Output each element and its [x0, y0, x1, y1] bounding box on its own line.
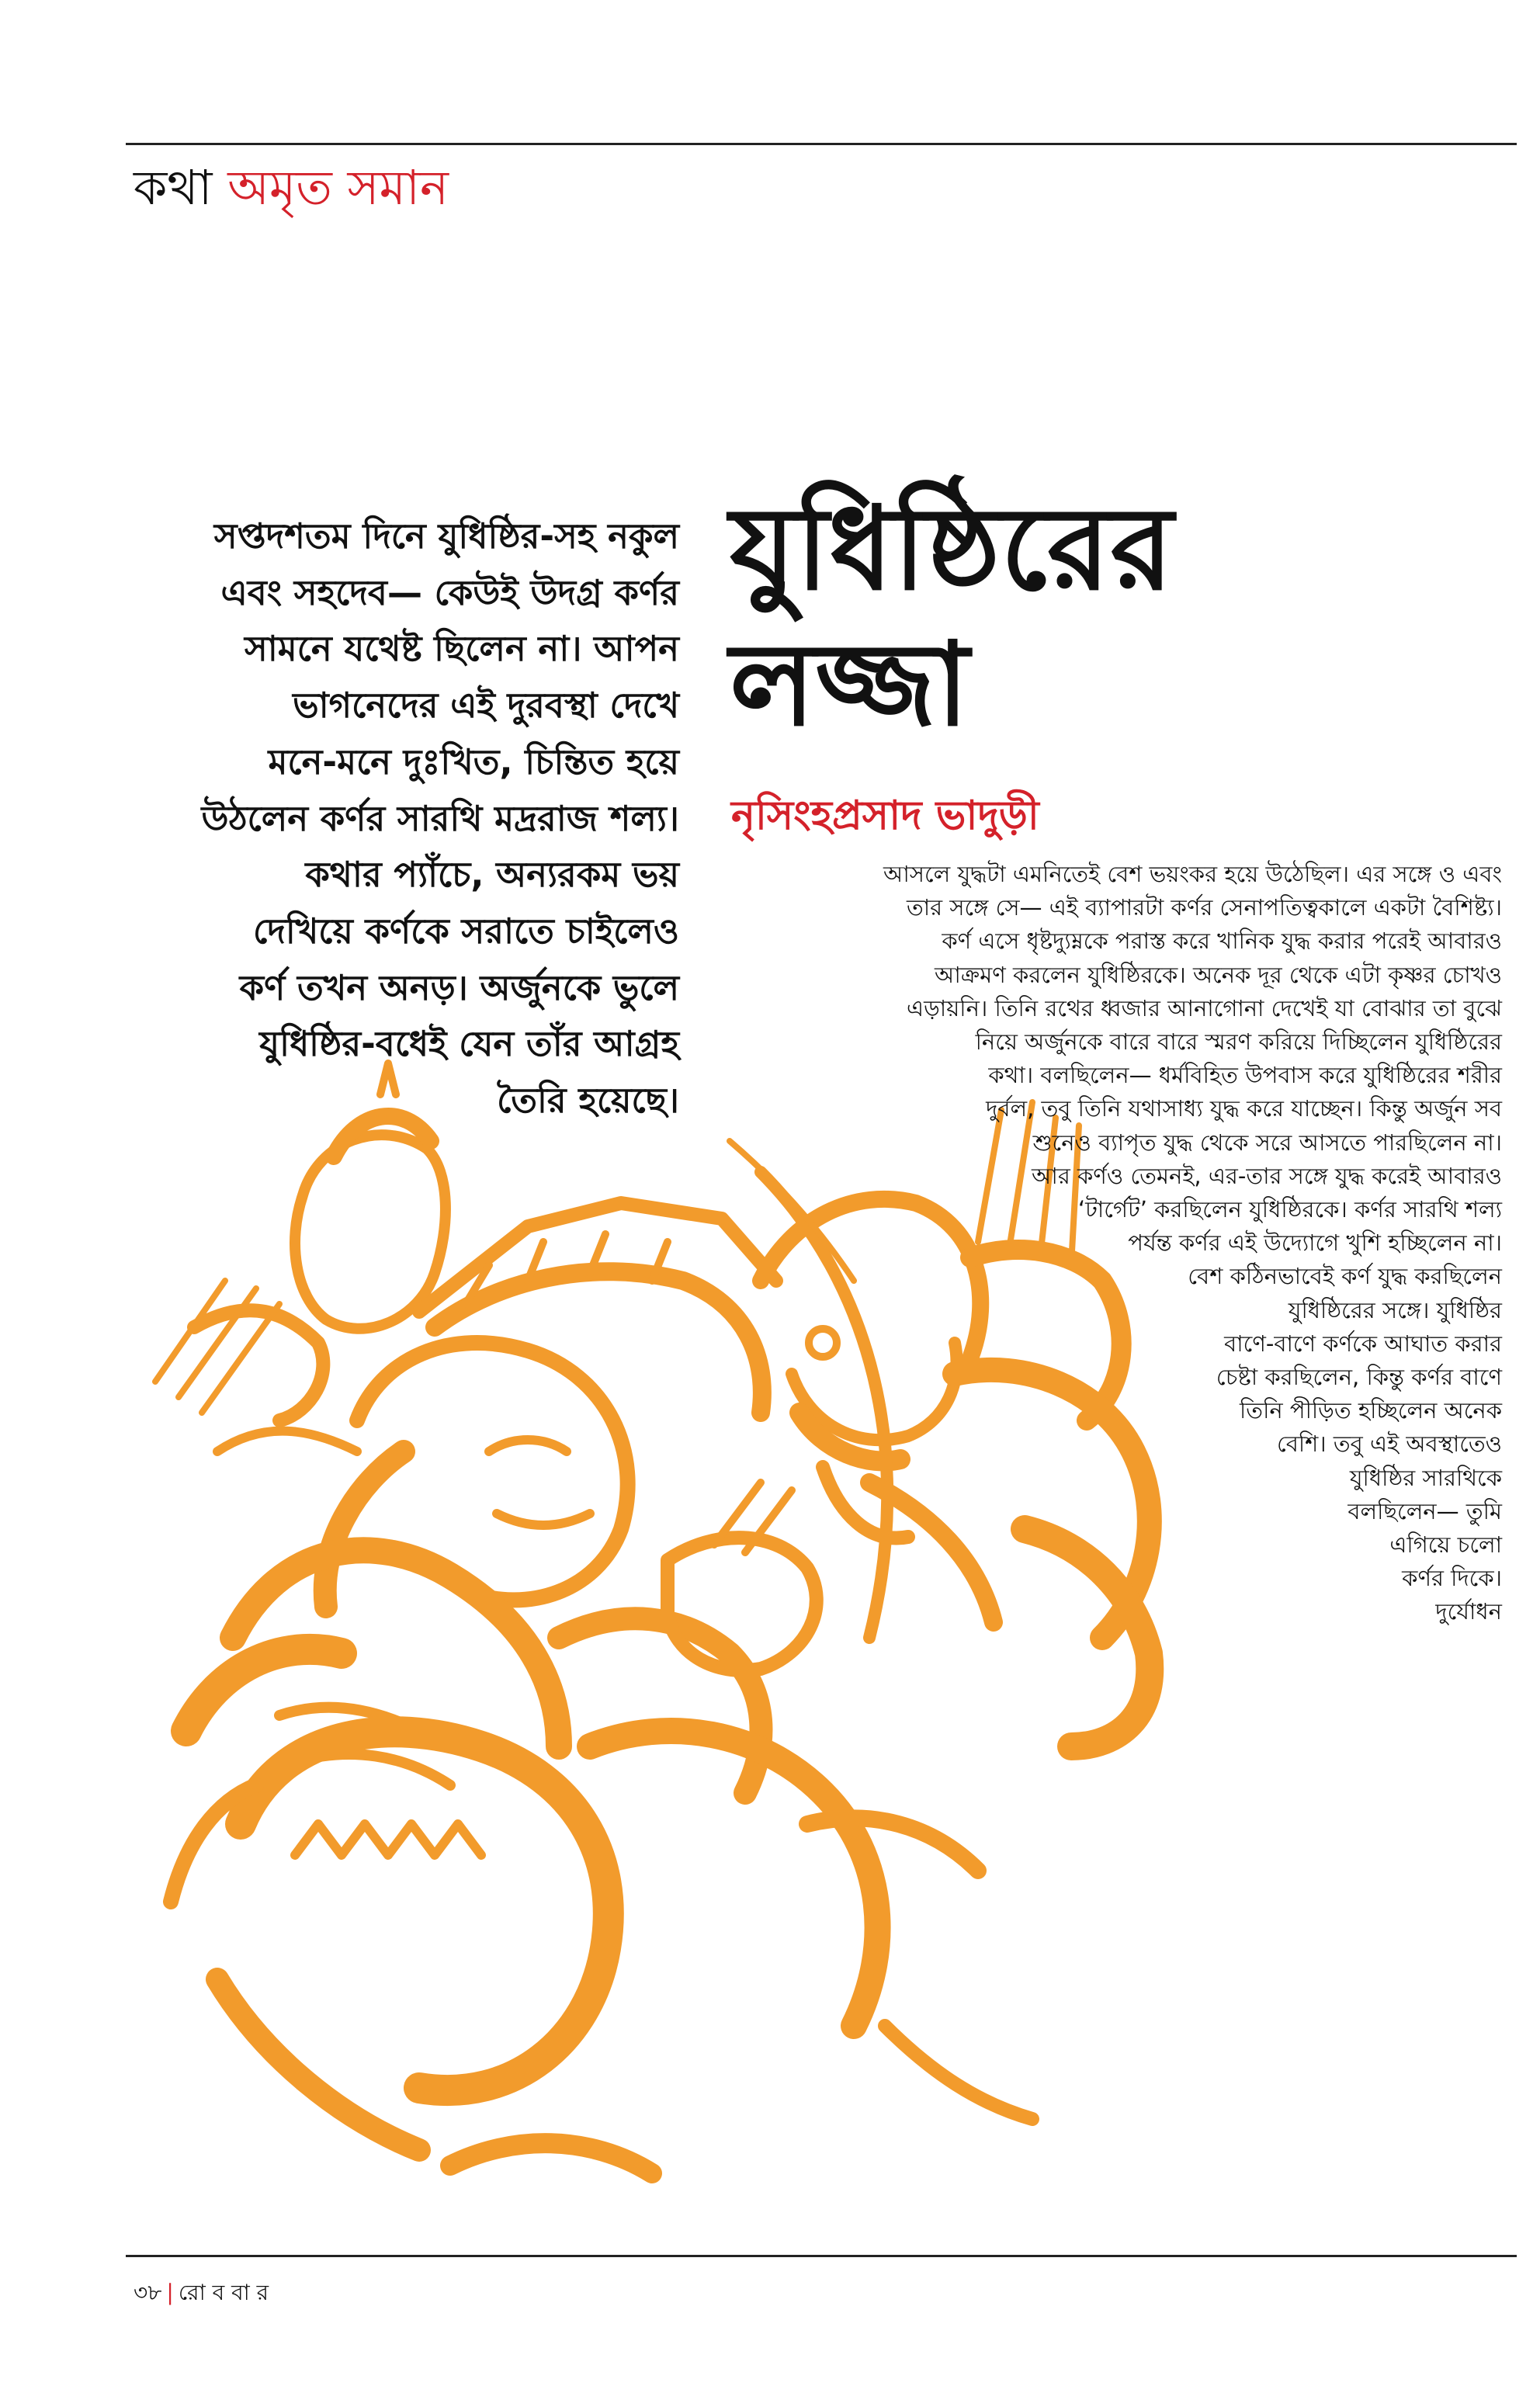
footer-separator: | — [166, 2280, 174, 2305]
body-line: আসলে যুদ্ধটা এমনিতেই বেশ ভয়ংকর হয়ে উঠেছিল। এর সঙ্গে ও এবং — [883, 861, 1502, 887]
body-line: চেষ্টা করছিলেন, কিন্তু কর্ণর বাণে — [1216, 1364, 1502, 1391]
body-line: তিনি পীড়িত হচ্ছিলেন অনেক — [1240, 1397, 1502, 1424]
section-word-1: কথা — [134, 159, 213, 216]
pull-quote-line: যুধিষ্ঠির-বধেই যেন তাঁর আগ্রহ — [259, 1023, 679, 1065]
body-line: আক্রমণ করলেন যুধিষ্ঠিরকে। অনেক দূর থেকে এটা কৃষ্ণর চোখও — [935, 961, 1502, 988]
body-line: কথা। বলছিলেন— ধর্মবিহিত উপবাস করে যুধিষ্ঠিরের শরীর — [988, 1062, 1502, 1089]
article-body — [699, 858, 1502, 1629]
author-byline: নৃসিংহপ্রসাদ ভাদুড়ী — [731, 792, 1039, 839]
body-line: বলছিলেন— তুমি — [1348, 1497, 1502, 1524]
body-line: এগিয়ে চলো — [1389, 1531, 1502, 1559]
body-line: পর্যন্ত কর্ণর এই উদ্যোগে খুশি হচ্ছিলেন না। — [1128, 1229, 1502, 1257]
body-line: কর্ণর দিকে। — [1402, 1565, 1502, 1592]
body-line: যুধিষ্ঠিরের সঙ্গে। যুধিষ্ঠির — [1288, 1296, 1502, 1323]
pull-quote-line: দেখিয়ে কর্ণকে সরাতে চাইলেও — [252, 910, 679, 952]
body-line: বাণে-বাণে কর্ণকে আঘাত করার — [1224, 1330, 1502, 1357]
pull-quote-line: সপ্তদশতম দিনে যুধিষ্ঠির-সহ নকুল — [213, 515, 679, 557]
body-line: আর কর্ণও তেমনই, এর-তার সঙ্গে যুদ্ধ করেই আবারও — [1032, 1162, 1502, 1189]
body-line: তার সঙ্গে সে— এই ব্যাপারটা কর্ণর সেনাপতিত্বকালে একটা বৈশিষ্ট্য। — [907, 894, 1502, 921]
body-line: কর্ণ এসে ধৃষ্টদ্যুম্নকে পরাস্ত করে খানিক যুদ্ধ করার পরেই আবারও — [942, 928, 1502, 955]
pull-quote-line: উঠলেন কর্ণর সারথি মদ্ররাজ শল্য। — [201, 797, 679, 839]
article-title — [730, 481, 1174, 753]
body-line: দুর্যোধন — [1435, 1598, 1502, 1625]
pull-quote-line: কর্ণ তখন অনড়। অর্জুনকে ভুলে — [239, 966, 679, 1008]
body-line: যুধিষ্ঠির সারথিকে — [1349, 1464, 1502, 1491]
body-line: ‘টার্গেট’ করছিলেন যুধিষ্ঠিরকে। কর্ণর সারথি শল্য — [1077, 1196, 1502, 1223]
pull-quote-line: মনে-মনে দুঃখিত, চিন্তিত হয়ে — [268, 740, 679, 782]
body-line: বেশি। তবু এই অবস্থাতেও — [1276, 1431, 1502, 1458]
body-line: দুর্বল, তবু তিনি যথাসাধ্য যুদ্ধ করে যাচ্ছেন। কিন্তু অর্জুন সব — [986, 1095, 1502, 1122]
section-word-2: অমৃত সমান — [227, 159, 449, 216]
magazine-name: রো ব বা র — [178, 2280, 269, 2305]
pull-quote-line: সামনে যথেষ্ট ছিলেন না। আপন — [244, 628, 679, 670]
pull-quote-line: তৈরি হয়েছে। — [497, 1080, 679, 1122]
page-number: ৩৮ — [134, 2280, 162, 2305]
body-line: শুনেও ব্যাপৃত যুদ্ধ থেকে সরে আসতে পারছিলেন না। — [1032, 1129, 1502, 1156]
section-header — [134, 161, 449, 214]
title-line-1: যুধিষ্ঠিরের — [730, 482, 1174, 616]
title-line-2: লজ্জা — [730, 618, 969, 751]
body-line: নিয়ে অর্জুনকে বারে বারে স্মরণ করিয়ে দিচ্ছিলেন যুধিষ্ঠিরের — [975, 1028, 1502, 1056]
pull-quote — [147, 508, 679, 1129]
body-line: এড়ায়নি। তিনি রথের ধ্বজার আনাগোনা দেখেই যা বোঝার তা বুঝে — [907, 994, 1502, 1021]
pull-quote-line: ভাগনেদের এই দুরবস্থা দেখে — [293, 685, 679, 727]
page-footer — [134, 2276, 269, 2312]
top-rule — [126, 143, 1517, 145]
pull-quote-line: কথার প্যাঁচে, অন্যরকম ভয় — [305, 854, 679, 896]
pull-quote-line: এবং সহদেব— কেউই উদগ্র কর্ণর — [220, 571, 679, 613]
body-line: বেশ কঠিনভাবেই কর্ণ যুদ্ধ করছিলেন — [1188, 1263, 1502, 1290]
bottom-rule — [126, 2255, 1517, 2257]
